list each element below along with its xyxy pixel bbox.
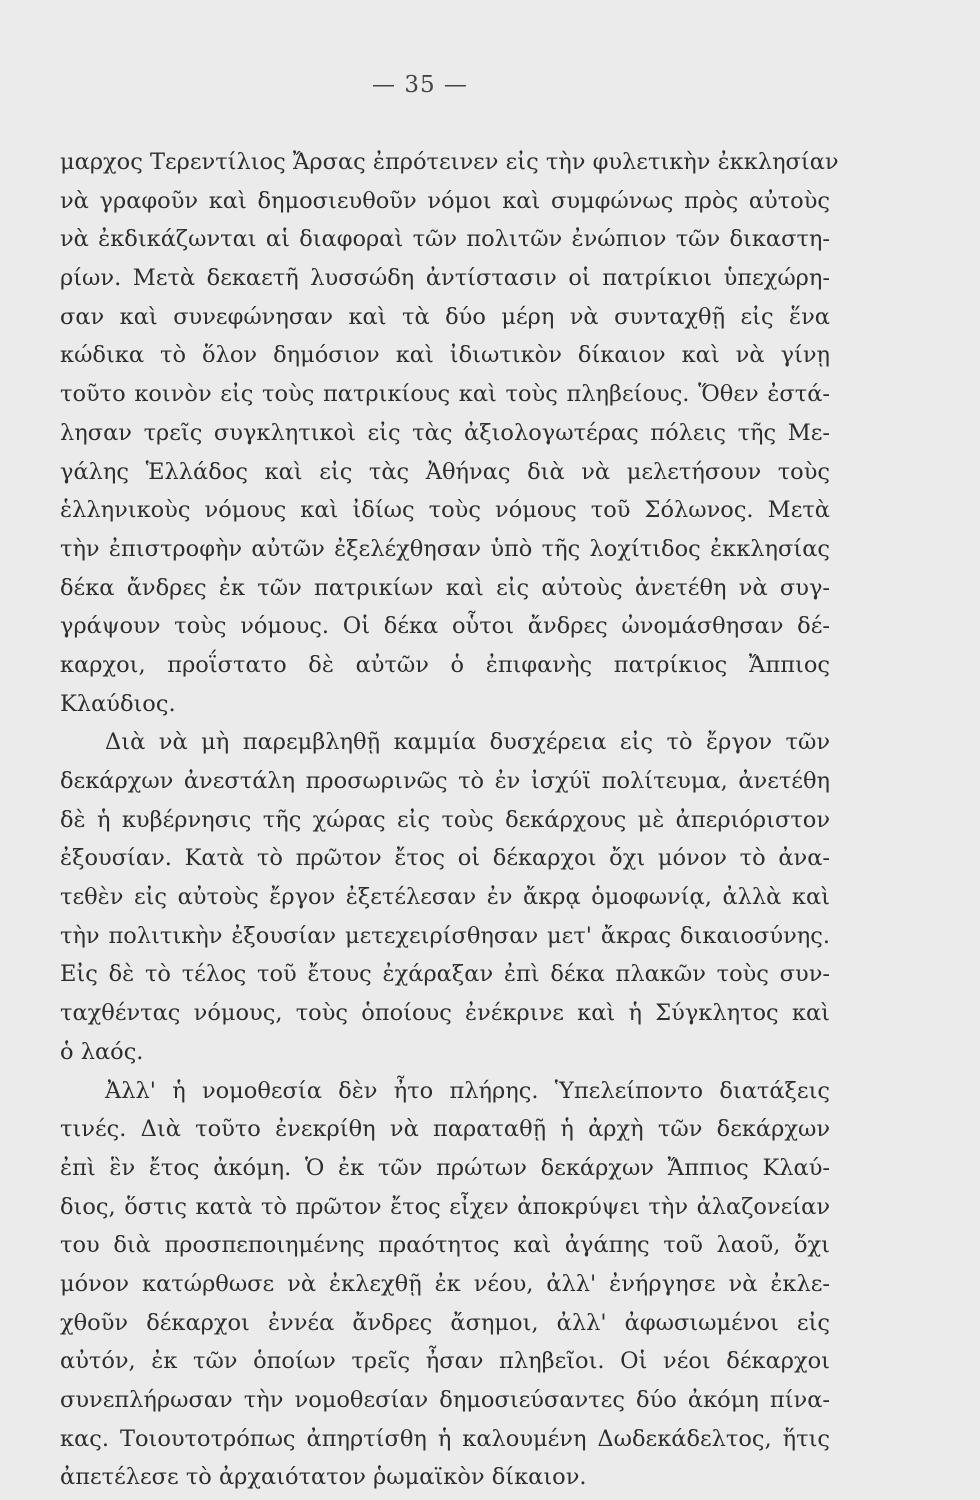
text-line: διος, ὅστις κατὰ τὸ πρῶτον ἔτος εἶχεν ἀποκρύψει τὴν ἀλαζονείαν: [60, 1193, 830, 1220]
text-line: τὴν ἐπιστροφὴν αὐτῶν ἐξελέχθησαν ὑπὸ τῆς λοχίτιδος ἐκκλησίας: [60, 535, 830, 562]
text-line: αὐτόν, ἐκ τῶν ὁποίων τρεῖς ἦσαν πληβεῖοι. Οἱ νέοι δέκαρχοι: [60, 1348, 830, 1375]
text-line: κώδικα τὸ ὅλον δημόσιον καὶ ἰδιωτικὸν δίκαιον καὶ νὰ γίνῃ: [60, 342, 830, 369]
text-line: γράψουν τοὺς νόμους. Οἱ δέκα οὗτοι ἄνδρες ὠνομάσθησαν δέ-: [60, 613, 830, 640]
text-line: τοῦτο κοινὸν εἰς τοὺς πατρικίους καὶ τοὺς πληβείους. Ὅθεν ἐστά-: [60, 381, 830, 408]
text-line: κας. Τοιουτοτρόπως ἀπηρτίσθη ἡ καλουμένη Δωδεκάδελτος, ἥτις: [60, 1425, 830, 1452]
text-line: ἐπὶ ἓν ἔτος ἀκόμη. Ὁ ἐκ τῶν πρώτων δεκάρχων Ἄππιος Κλαύ-: [60, 1154, 830, 1181]
text-line: ταχθέντας νόμους, τοὺς ὁποίους ἐνέκρινε καὶ ἡ Σύγκλητος καὶ: [60, 1000, 830, 1027]
text-line: τὴν πολιτικὴν ἐξουσίαν μετεχειρίσθησαν μετ' ἄκρας δικαιοσύνης.: [60, 922, 830, 949]
text-line: δέκα ἄνδρες ἐκ τῶν πατρικίων καὶ εἰς αὐτοὺς ἀνετέθη νὰ συγ-: [60, 574, 830, 601]
text-line: λησαν τρεῖς συγκλητικοὶ εἰς τὰς ἀξιολογωτέρας πόλεις τῆς Με-: [60, 419, 830, 446]
text-line: γάλης Ἑλλάδος καὶ εἰς τὰς Ἀθήνας διὰ νὰ μελετήσουν τοὺς: [60, 458, 830, 485]
text-line: του διὰ προσπεποιημένης πραότητος καὶ ἀγάπης τοῦ λαοῦ, ὄχι: [60, 1232, 830, 1259]
text-line: Διὰ νὰ μὴ παρεμβληθῇ καμμία δυσχέρεια εἰς τὸ ἔργον τῶν: [105, 729, 830, 756]
text-line: Κλαύδιος.: [60, 690, 176, 717]
text-line: δεκάρχων ἀνεστάλη προσωρινῶς τὸ ἐν ἰσχύϊ πολίτευμα, ἀνετέθη: [60, 768, 830, 794]
text-line: Εἰς δὲ τὸ τέλος τοῦ ἔτους ἐχάραξαν ἐπὶ δέκα πλακῶν τοὺς συν-: [60, 961, 830, 988]
text-line: χθοῦν δέκαρχοι ἐννέα ἄνδρες ἄσημοι, ἀλλ' ἀφωσιωμένοι εἰς: [60, 1309, 830, 1336]
text-line: συνεπλήρωσαν τὴν νομοθεσίαν δημοσιεύσαντες δύο ἀκόμη πίνα-: [60, 1387, 830, 1413]
text-line: ἑλληνικοὺς νόμους καὶ ἰδίως τοὺς νόμους τοῦ Σόλωνος. Μετὰ: [60, 497, 830, 524]
text-line: νὰ γραφοῦν καὶ δημοσιευθοῦν νόμοι καὶ συμφώνως πρὸς αὐτοὺς: [60, 187, 830, 214]
text-line: τεθὲν εἰς αὐτοὺς ἔργον ἐξετέλεσαν ἐν ἄκρᾳ ὁμοφωνίᾳ, ἀλλὰ καὶ: [60, 884, 830, 911]
text-line: ρίων. Μετὰ δεκαετῆ λυσσώδη ἀντίστασιν οἱ πατρίκιοι ὑπεχώρη-: [60, 265, 830, 292]
text-line: δὲ ἡ κυβέρνησις τῆς χώρας εἰς τοὺς δεκάρχους μὲ ἀπεριόριστον: [60, 806, 830, 833]
page-number: — 35 —: [372, 72, 468, 98]
text-line: ὁ λαός.: [60, 1038, 144, 1065]
text-line: νὰ ἐκδικάζωνται αἱ διαφοραὶ τῶν πολιτῶν ἐνώπιον τῶν δικαστη-: [60, 226, 830, 253]
text-line: μαρχος Τερεντίλιος Ἄρσας ἐπρότεινεν εἰς τὴν φυλετικὴν ἐκκλησίαν: [60, 149, 839, 175]
text-line: σαν καὶ συνεφώνησαν καὶ τὰ δύο μέρη νὰ συνταχθῇ εἰς ἕνα: [60, 303, 830, 330]
text-line: Ἀλλ' ἡ νομοθεσία δὲν ἦτο πλήρης. Ὑπελείποντο διατάξεις: [105, 1077, 830, 1104]
text-line: μόνον κατώρθωσε νὰ ἐκλεχθῇ ἐκ νέου, ἀλλ' ἐνήργησε νὰ ἐκλε-: [60, 1270, 830, 1297]
body-text: [60, 143, 839, 1497]
text-line: καρχοι, προΐστατο δὲ αὐτῶν ὁ ἐπιφανὴς πατρίκιος Ἄππιος: [60, 651, 830, 678]
text-line: τινές. Διὰ τοῦτο ἐνεκρίθη νὰ παραταθῇ ἡ ἀρχὴ τῶν δεκάρχων: [60, 1116, 830, 1143]
text-line: ἀπετέλεσε τὸ ἀρχαιότατον ῥωμαϊκὸν δίκαιον.: [60, 1464, 587, 1491]
text-line: ἐξουσίαν. Κατὰ τὸ πρῶτον ἔτος οἱ δέκαρχοι ὄχι μόνον τὸ ἀνα-: [60, 845, 830, 872]
